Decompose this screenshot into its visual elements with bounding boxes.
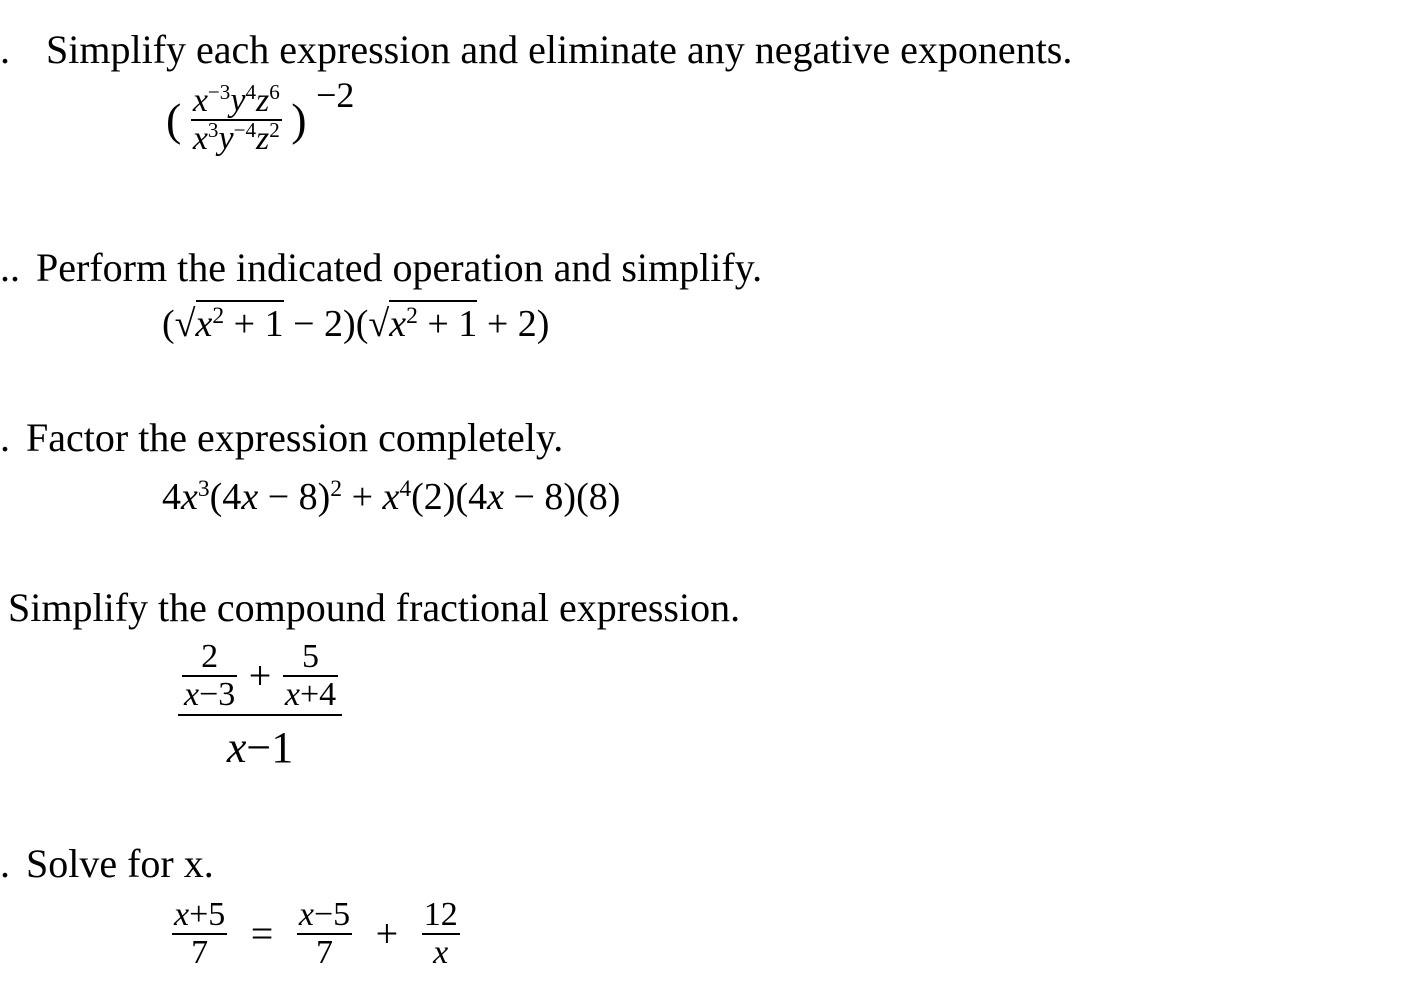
problem-5-text: Solve for x. [26, 841, 214, 886]
sqrt-symbol: √ [368, 303, 390, 345]
problem-5-expression [172, 898, 460, 970]
rhs-fraction-2: $\frac{12}{x}$ [423, 896, 458, 971]
problem-1-fraction [191, 80, 282, 157]
inner-fraction-1: $\frac{2}{x-3}$ [184, 638, 236, 713]
problem-3-marker: . [0, 415, 10, 460]
problem-2-instruction [0, 245, 763, 290]
compound-denominator: x−1 [226, 723, 294, 772]
problem-1-expression [166, 74, 355, 157]
problem-2-text: Perform the indicated operation and simplify. [36, 245, 763, 290]
inner-fraction-2: $\frac{5}{x+4}$ [284, 638, 337, 713]
problem-1-marker: . [0, 27, 10, 72]
problem-3-expression: $4x^3(4x - 8)^2 + x^4(2)(4x - 8)(8)$ [162, 476, 621, 518]
fraction-denominator: $x^3y^{-4}z^2$ [192, 118, 280, 157]
problem-2-expression: $(√x^2 + 1 - 2)(√x^2 + 1 + 2)$ [162, 305, 549, 343]
problem-3-instruction [0, 415, 564, 460]
radicand-2: $x^2 + 1$ [389, 300, 477, 345]
problem-2-marker: .. [0, 245, 20, 290]
problem-5-marker: . [0, 841, 10, 886]
problem-1-text: Simplify each expression and eliminate any negative exponents. [46, 27, 1073, 72]
sqrt-symbol: √ [174, 303, 196, 345]
problem-5-instruction [0, 841, 214, 886]
problem-4-expression [178, 640, 342, 770]
compound-numerator [178, 640, 342, 716]
radicand-1: $x^2 + 1$ [196, 300, 284, 345]
rhs-fraction-1: $\frac{x-5}{7}$ [298, 896, 351, 971]
problem-1-instruction [0, 27, 1073, 72]
problem-4-text: Simplify the compound fractional expression. [8, 585, 741, 630]
lhs-fraction: $\frac{x+5}{7}$ [174, 896, 226, 971]
equals-sign: = [250, 911, 274, 956]
fraction-numerator: $x^{-3}y^4z^6$ [192, 80, 280, 119]
close-paren: ) [291, 94, 307, 145]
plus-sign: + [375, 911, 399, 956]
plus-sign: + [248, 653, 272, 698]
problem-3-text: Factor the expression completely. [26, 415, 564, 460]
open-paren: ( [166, 94, 182, 145]
compound-fraction [178, 640, 342, 770]
problem-4-instruction [8, 585, 741, 630]
outer-exponent: −2 [316, 74, 355, 115]
